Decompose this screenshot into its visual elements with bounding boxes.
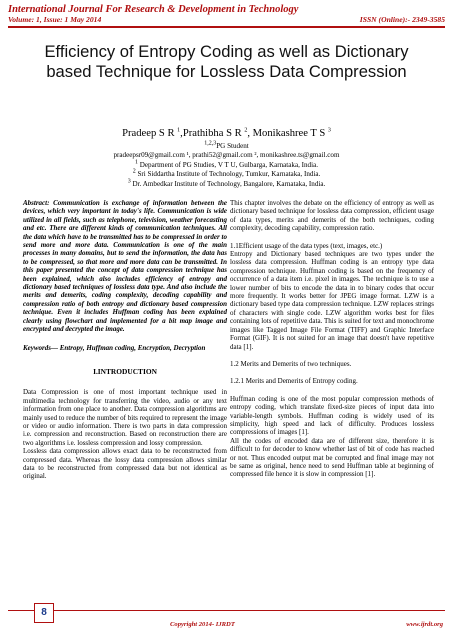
affiliations bbox=[20, 142, 433, 189]
paragraph: All the codes of encoded data are of different size, therefore it is difficult to for decoder to know whether last of bit of code has reached or not. Thus encoded output mat be corrupted and final image may not be same as original, hence need to send Huffman table at beginning of compressed file hence it is slow in compression [1]. bbox=[230, 436, 434, 479]
author-superscript: 2 bbox=[244, 127, 248, 134]
affiliation-2 bbox=[20, 170, 433, 179]
affiliation-superscript: 3 bbox=[127, 178, 131, 185]
issn-info: ISSN (Online):- 2349-3585 bbox=[359, 15, 445, 24]
subsection-heading: 1.2 Merits and Demerits of two techniques. bbox=[230, 359, 352, 368]
header-rule bbox=[8, 26, 445, 28]
journal-title: International Journal For Research & Development in Technology bbox=[8, 4, 299, 15]
author-emails: pradeepsr09@gmail.com ¹, prathi52@gmail.com ², monikashree.ts@gmail.com bbox=[113, 151, 340, 160]
affiliation-text: PG Student bbox=[216, 142, 249, 150]
copyright: Copyright 2014- IJRDT bbox=[170, 621, 235, 628]
journal-subheader bbox=[8, 15, 445, 24]
paragraph: Lossless data compression allows exact data to be reconstructed from compressed data. Whereas the lossy data compression allows similar data to be reconstructed from compressed data but not identical as original. bbox=[23, 447, 227, 481]
author-superscript: 3 bbox=[327, 127, 331, 134]
author-line bbox=[30, 127, 423, 140]
affiliation-3 bbox=[20, 180, 433, 189]
affiliation-superscript: 2 bbox=[132, 168, 136, 175]
author-superscript: 1 bbox=[177, 127, 181, 134]
keywords: Keywords— Entropy, Huffman coding, Encryption, Decryption bbox=[23, 343, 206, 352]
affiliation-text: Sri Siddartha Institute of Technology, Tumkur, Karnataka, India. bbox=[135, 170, 321, 179]
author-name: Pradeep S R bbox=[122, 128, 178, 139]
affiliation-text: Dr. Ambedkar Institute of Technology, Bangalore, Karnataka, India. bbox=[130, 179, 326, 188]
website-link[interactable]: www.ijrdt.org bbox=[406, 621, 443, 628]
author-name: ,Prathibha S R bbox=[180, 128, 245, 139]
paragraph: This chapter involves the debate on the efficiency of entropy as well as dictionary based technique for lossless data compression, efficient usage of data types, merits and demerits of the both techniques, coding complexity, decoding capability, compression ratio. bbox=[230, 199, 434, 233]
subsection-heading: 1.2.1 Merits and Demerits of Entropy coding. bbox=[230, 377, 358, 386]
affiliation-superscript: 1 bbox=[134, 159, 138, 166]
paragraph: Huffman coding is one of the most popular compression methods of entropy coding, which translate fixed-size pieces of input data into variable-length symbols. Huffman coding is widely used of its simplicity, high speed and lack of difficulty. Produces lossless compressions of images [1]. bbox=[230, 394, 434, 437]
subsection-heading: 1.1Efficient usage of the data types (text, images, etc.) bbox=[230, 241, 383, 250]
right-column bbox=[230, 199, 434, 479]
paragraph: Entropy and Dictionary based techniques are two types under the lossless data compression. Huffman coding is an entropy type data compression technique. Huffman coding is based on the frequency of occurrence of a data item i.e. pixel in images. The technique is to use a lower number of bits to encode the data in to binary codes that occur more frequently. It works better for JPEG image format. LZW is a dictionary based type data compression technique. LZW replaces strings of characters with single code. LZW algorithm works best for files containing lots of repetitive data. This is suited for text and monochrome images like Tagged Image File Format (TIFF) and Graphic Interface Format (GIF). It is not suited for an image that doesn't have repetitive data [1]. bbox=[230, 250, 434, 351]
affiliation-text: Department of PG Studies, V T U, Gulbarga, Karnataka, India. bbox=[137, 160, 318, 169]
page-number: 8 bbox=[34, 603, 54, 623]
footer-rule bbox=[8, 610, 445, 611]
abstract: Abstract: Communication is exchange of information between the devices, which very important in today's life. Communication is wide utilized in all fields, such as telephone, television, weather forecasting and etc. There are different kinds of communication techniques. All the data which have to be transmitted has to be compressed in order to send more and more data. Communication is one of the main processes in many domains, but to send the information, the data has to be compressed, so that more and more data can be transmitted. In this paper presented the concept of data compression technique has been explained, which also includes efficiency of entropy and dictionary based techniques of lossless data type. And also include the merits and demerits, coding complexity, decoding capability and compression ratio of both entropy and dictionary based compression technique. Even it includes Huffman coding has been explained clearly using flowchart and implemented for a bit map image and encrypted and decrypted the image. bbox=[23, 199, 227, 334]
paragraph: Data Compression is one of most important technique used in multimedia technology for transferring the video, audio or any text information from one place to another. Data compression algorithms are mainly used to reduce the number of bits required to represent the image or video or audio information. There is two parts in data compression i.e. compression and reconstruction. Based on reconstruction there are two algorithms i.e. lossless compression and lossy compression. bbox=[23, 388, 227, 447]
volume-info: Volume: 1, Issue: 1 May 2014 bbox=[8, 15, 102, 24]
affiliation-superscript: 1,2,3 bbox=[204, 140, 217, 147]
author-name: , Monikashree T S bbox=[247, 128, 328, 139]
affiliation-1 bbox=[20, 161, 433, 170]
section-heading: I.INTRODUCTION bbox=[93, 366, 157, 376]
left-column bbox=[23, 199, 227, 481]
affiliation-role bbox=[20, 142, 433, 151]
paper-title: Efficiency of Entropy Coding as well as Dictionary based Technique for Lossless Data Compression bbox=[44, 42, 409, 81]
